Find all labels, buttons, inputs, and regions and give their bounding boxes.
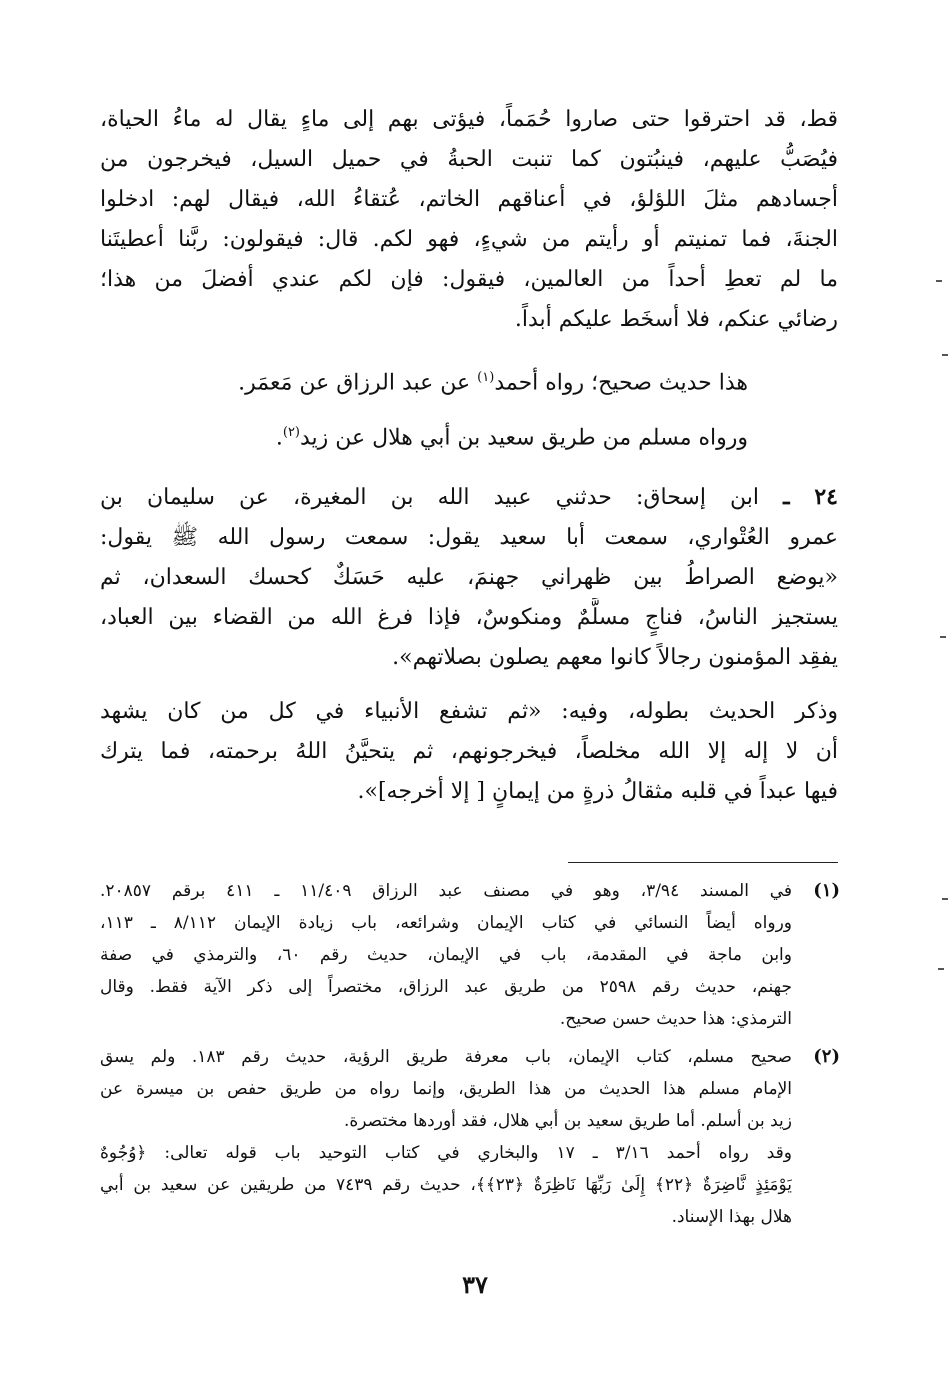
text-line: أن لا إله إلا الله مخلصاً، فيخرجونهم، ثم يتحيَّنُ اللهُ برحمته، فما يترك [100,738,838,764]
muslim-narration-text: ورواه مسلم من طريق سعيد بن أبي هلال عن زيد [300,425,748,451]
hadith-grading-text-end: عن عبد الرزاق عن مَعمَر. [238,370,478,396]
scan-mark [942,354,948,356]
footnote-line: يَوْمَئِذٍ نَّاضِرَةٌ ﴿٢٢﴾ إِلَىٰ رَبِّهَا نَاظِرَةٌ ﴿٢٣﴾﴾، حديث رقم ٧٤٣٩ من طريقين عن سعيد بن أبي [100,1175,792,1195]
footnotes [100,875,840,1239]
main-text [100,100,838,812]
footnote-line: هلال بهذا الإسناد. [671,1207,792,1227]
footnote-separator [568,862,838,863]
paragraph-3 [100,692,838,812]
paragraph-1 [100,100,838,340]
text-line: فيها عبداً في قلبه مثقالُ ذرةٍ من إيمانٍ [ إلا أخرجه]». [357,778,838,804]
footnote-ref-1[interactable]: (١) [477,370,495,385]
text-line: رضائي عنكم، فلا أسخَط عليكم أبداً. [514,307,838,332]
scan-mark [936,280,942,282]
footnote-line: ورواه أيضاً النسائي في كتاب الإيمان وشرائعه، باب زيادة الإيمان ٨/١١٢ ـ ١١٣، [100,913,792,933]
muslim-narration-end: . [275,425,283,451]
text-line: يستجيز الناسُ، فناجٍ مسلَّمٌ ومنكوسٌ، فإذا فرغ الله من القضاء بين العباد، [100,604,838,630]
hadith-grading-text: هذا حديث صحيح؛ رواه أحمد [494,370,748,396]
text-line: «يوضع الصراطُ بين ظهراني جهنمَ، عليه حَسَكٌ كحسك السعدان، ثم [100,564,838,590]
text-line: ما لم تعطِ أحداً من العالمين، فيقول: فإن لكم عندي أفضلَ من هذا؛ [100,267,838,292]
hadith-number: ٢٤ ـ [783,483,838,510]
text-line: الجنةَ، فما تمنيتم أو رأيتم من شيءٍ، فهو لكم. قال: فيقولون: ربَّنا أعطيتَنا [100,227,838,252]
scan-mark [942,898,948,900]
footnote-line: الترمذي: هذا حديث حسن صحيح. [559,1009,792,1029]
text-line: أجسادهم مثلَ اللؤلؤ، في أعناقهم الخاتم، عُتقاءُ الله، فيقال لهم: ادخلوا [100,187,838,212]
footnote-line: وقد رواه أحمد ٣/١٦ ـ ١٧ والبخاري في كتاب التوحيد باب قوله تعالى: ﴿وُجُوهٌ [100,1143,792,1163]
footnote-ref-2[interactable]: (٢) [282,425,300,441]
hadith-grading-line [100,358,838,403]
paragraph-2 [100,477,838,678]
footnote-1 [100,875,840,1035]
footnote-line: زيد بن أسلم. أما طريق سعيد بن أبي هلال، فقد أوردها مختصرة. [343,1111,792,1131]
hadith-isnad: ابن إسحاق: حدثني عبيد الله بن المغيرة، عن سليمان بن [100,484,784,510]
text-line: وذكر الحديث بطوله، وفيه: «ثم تشفع الأنبياء في كل من كان يشهد [100,698,838,724]
footnote-2 [100,1041,840,1233]
footnote-line: في المسند ٣/٩٤، وهو في مصنف عبد الرزاق ١١/٤٠٩ ـ ٤١١ برقم ٢٠٨٥٧. [100,881,792,901]
footnote-number: (٢) [813,1046,840,1067]
scan-mark [940,636,946,638]
footnote-line: وابن ماجة في المقدمة، باب في الإيمان، حديث رقم ٦٠، والترمذي في صفة [100,945,792,965]
text-line: يفقِد المؤمنون رجالاً كانوا معهم يصلون بصلاتهم». [392,644,838,670]
muslim-narration-line [100,413,838,458]
scan-mark [938,968,944,970]
text-line: قط، قد احترقوا حتى صاروا حُمَماً، فيؤتى بهم إلى ماءٍ يقال له ماءُ الحياة، [100,107,838,132]
text-line: عمرو العُتْواري، سمعت أبا سعيد يقول: سمعت رسول الله ﷺ يقول: [100,524,838,550]
footnote-line: جهنم، حديث رقم ٢٥٩٨ من طريق عبد الرزاق، مختصراً إلى ذكر الآية فقط. وقال [100,977,792,997]
page-number: ٣٧ [462,1270,488,1299]
footnote-line: صحيح مسلم، كتاب الإيمان، باب معرفة طريق الرؤية، حديث رقم ١٨٣. ولم يسق [100,1047,792,1067]
text-line [100,477,838,518]
text-line: فيُصَبُّ عليهم، فينبُتون كما تنبت الحبةُ في حميل السيل، فيخرجون من [100,147,838,172]
footnote-number: (١) [813,880,840,901]
footnote-line: الإمام مسلم هذا الحديث من هذا الطريق، وإنما رواه من طريق حفص بن ميسرة عن [100,1079,792,1099]
